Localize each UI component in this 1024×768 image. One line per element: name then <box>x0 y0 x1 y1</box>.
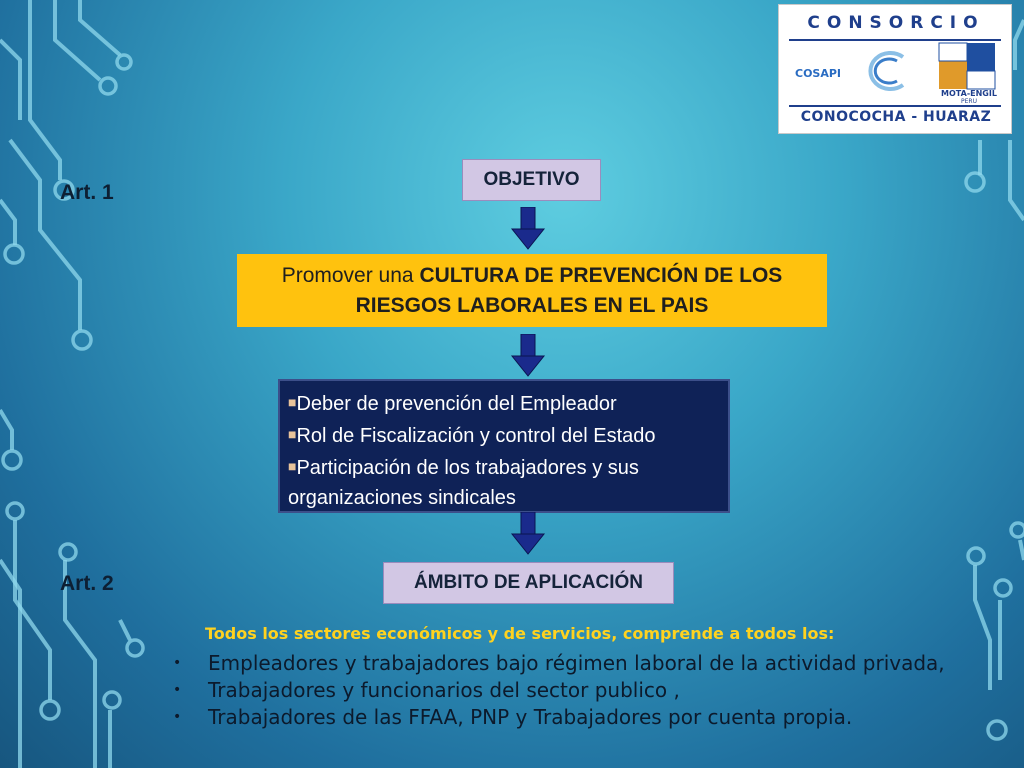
objective-statement-prefix: Promover una <box>281 263 420 287</box>
list-item: • Trabajadores y funcionarios del sector publico , <box>173 678 680 702</box>
scope-label: ÁMBITO DE APLICACIÓN <box>413 572 644 593</box>
principles-box <box>278 379 730 513</box>
square-bullet-icon: ■ <box>288 394 297 410</box>
objective-statement-box <box>237 254 827 327</box>
objective-box <box>462 159 601 201</box>
cosapi-label: COSAPI <box>795 67 842 80</box>
logo-footer: CONOCOCHA - HUARAZ <box>800 109 992 125</box>
list-item: • Empleadores y trabajadores bajo régimen laboral de la actividad privada, <box>173 651 945 675</box>
square-bullet-icon: ■ <box>288 458 297 474</box>
logo-title: CONSORCIO <box>807 13 985 33</box>
scope-list <box>168 650 968 731</box>
objective-label: OBJETIVO <box>483 169 580 190</box>
square-bullet-icon: ■ <box>288 426 297 442</box>
scope-intro: Todos los sectores económicos y de servicios, comprende a todos los: <box>205 624 835 643</box>
down-arrow-icon <box>510 334 546 378</box>
down-arrow-icon <box>510 512 546 556</box>
mota-engil-emblem <box>937 41 999 91</box>
bullet-icon: • <box>173 682 182 698</box>
article-2-label: Art. 2 <box>60 572 114 595</box>
principle-item: ■Deber de prevención del Empleador <box>288 393 617 415</box>
consortium-logo <box>778 4 1012 134</box>
mota-engil-sub: PERU <box>961 98 977 105</box>
article-1-label: Art. 1 <box>60 181 114 204</box>
logo-divider-bottom <box>789 105 1001 107</box>
cosapi-emblem <box>843 49 913 93</box>
list-item: • Trabajadores de las FFAA, PNP y Trabajadores por cuenta propia. <box>173 705 853 729</box>
down-arrow-icon <box>510 207 546 251</box>
bullet-icon: • <box>173 655 182 671</box>
objective-statement-emphasis: CULTURA DE PREVENCIÓN DE LOS RIESGOS LABORALES EN EL PAIS <box>355 263 783 317</box>
mota-engil-label: MOTA-ENGIL <box>941 89 997 98</box>
scope-box <box>383 562 674 604</box>
principle-item: ■Rol de Fiscalización y control del Estado <box>288 425 656 447</box>
bullet-icon: • <box>173 709 182 725</box>
principle-item: ■Participación de los trabajadores y sus organizaciones sindicales <box>288 457 639 509</box>
